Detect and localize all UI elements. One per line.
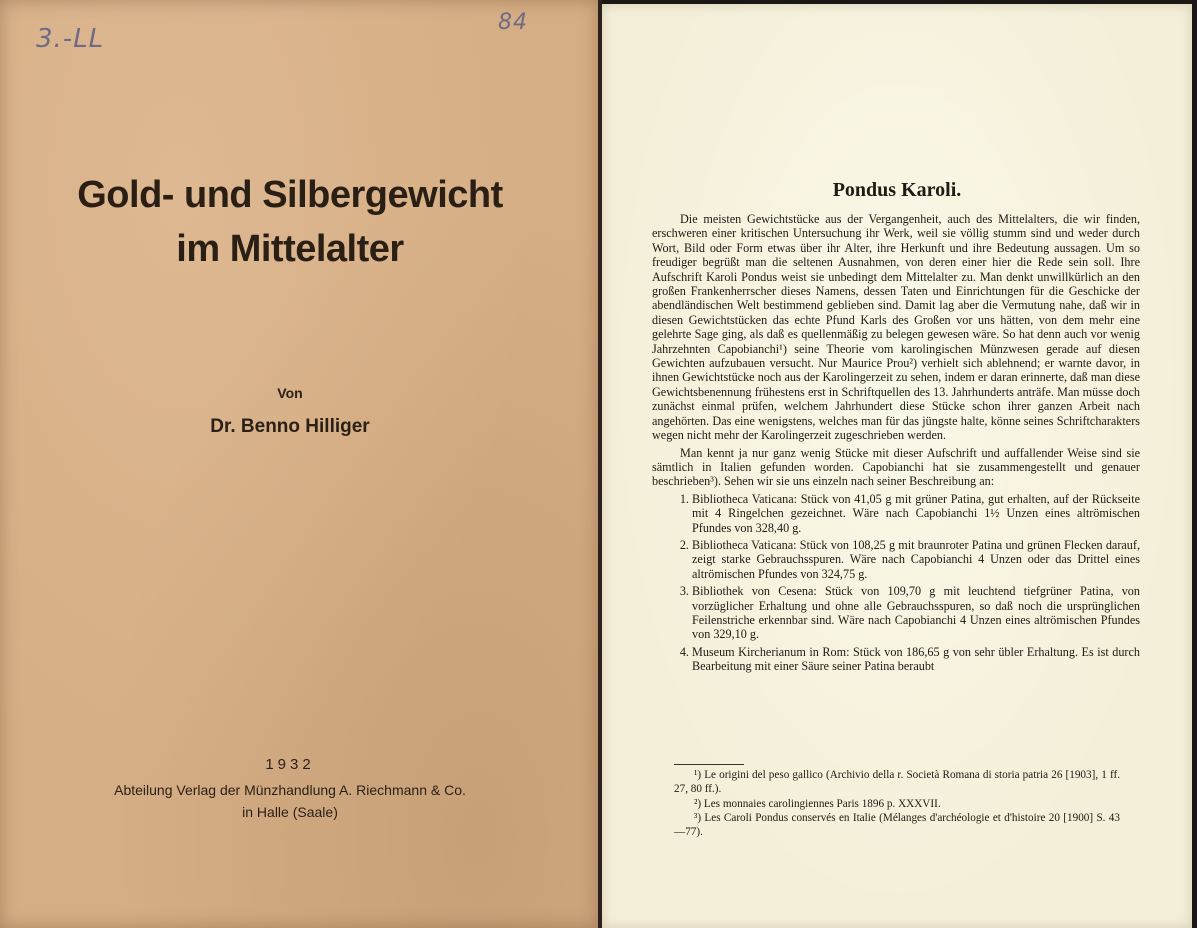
- publisher-line-1: Abteilung Verlag der Münzhandlung A. Riechmann & Co.: [114, 782, 466, 798]
- footnote-2: ²) Les monnaies carolingiennes Paris 1896 p. XXXVII.: [694, 797, 941, 810]
- cover-title-line-1: Gold- und Silbergewicht: [77, 174, 503, 216]
- list-item: 1. Bibliotheca Vaticana: Stück von 41,05 g mit grüner Patina, gut erhalten, auf der Rückseite mit 4 Ringelchen gezeichnet. Wäre nach Capobianchi 1½ Unzen eines altrömischen Pfundes von 328,40 g.: [692, 492, 1140, 535]
- handwritten-price-note: 3.-LL: [36, 24, 105, 54]
- paragraph-1: Die meisten Gewichtstücke aus der Vergangenheit, auch des Mittelalters, die wir finden, erschweren einer kritischen Untersuchung ihr Werk, weil sie völlig stumm sind und weder durch Wort, Bild oder Form etwas über ihr Alter, ihre Herkunft und ihre Bedeutung aussagen. Um so freudiger begrüßt man die seltenen Ausnahmen, von deren einer hier die Rede sein soll. Ihre Aufschrift Karoli Pondus weist sie unbedingt dem Mittelalter zu. Man denkt unwillkürlich an den großen Frankenherrscher dieses Namens, dessen Taten und Einrichtungen für die Geschicke der abendländischen Welt bestimmend geblieben sind. Damit lag aber die Vermutung nahe, daß wir in diesen Gewichtstücken das echte Pfund Karls des Großen vor uns hätten, von dem mehr eine gelehrte Sage ging, als daß es quellenmäßig zu belegen gewesen wäre. So hat denn auch vor wenig Jahrzehnten Capobianchi¹) seine Theorie vom karolingischen Münzwesen gerade auf diesen Gewichten aufzubauen versucht. Nur Maurice Prou²) verhielt sich ablehnend; er warnte davor, in ihnen Gewichtstücke noch aus der Karolingerzeit zu sehen, indem er daran erinnerte, daß man diese Gewichtsbenennung frühestens erst in Schriftquellen des 13. Jahrhunderts anträfe. Man müsse doch zunächst einmal prüfen, welchem Jahrhundert diese Stücke schon ihrer ganzen Arbeit nach angehörten. Das eine wenigstens, welches man für das jüngste halte, könne seines Schriftcharakters wegen nicht mehr der Karolingerzeit zugeschrieben werden.: [652, 212, 1140, 443]
- cover-by-label: Von: [277, 385, 303, 401]
- weights-list: [652, 492, 1140, 674]
- footnotes: [674, 769, 1120, 841]
- list-item: 3. Bibliothek von Cesena: Stück von 109,70 g mit leuchtend tiefgrüner Patina, von vorzüglicher Erhaltung und ohne alle Gebrauchsspuren, so daß noch die ursprünglichen Feilenstriche erkennbar sind. Wäre nach Capobianchi 4 Unzen eines altrömischen Pfundes von 329,10 g.: [692, 584, 1140, 642]
- cover-title: [0, 168, 580, 276]
- cover-author: Dr. Benno Hilliger: [210, 416, 370, 437]
- handwritten-number-note: 84: [498, 10, 528, 35]
- cover-publisher: [0, 779, 580, 823]
- book-cover: [0, 0, 598, 928]
- list-item: 2. Bibliotheca Vaticana: Stück von 108,25 g mit braunroter Patina und grünen Flecken darauf, zeigt starke Gebrauchsspuren. Wäre nach Capobianchi 4 Unzen oder das Drittel eines altrömischen Pfundes von 324,75 g.: [692, 538, 1140, 581]
- footnote-3: ³) Les Caroli Pondus conservés en Italie (Mélanges d'archéologie et d'histoire 20 [1900] S. 43—77).: [674, 812, 1120, 839]
- page-title: Pondus Karoli.: [832, 179, 962, 201]
- cover-year: 1932: [265, 756, 315, 773]
- list-item: 4. Museum Kircherianum in Rom: Stück von 186,65 g von sehr übler Erhaltung. Es ist durch Bearbeitung mit einer Säure seiner Patina beraubt: [692, 645, 1140, 674]
- footnote-divider: [674, 764, 744, 765]
- paragraph-2: Man kennt ja nur ganz wenig Stücke mit dieser Aufschrift und auffallender Weise sind sie sämtlich in Italien gefunden worden. Capobianchi hat sie zusammengestellt und genauer beschrieben³). Sehen wir sie uns einzeln nach seiner Beschreibung an:: [652, 445, 1140, 489]
- text-page: [602, 4, 1192, 928]
- publisher-line-2: in Halle (Saale): [242, 804, 338, 820]
- cover-title-line-2: im Mittelalter: [176, 228, 404, 270]
- footnote-1: ¹) Le origini del peso gallico (Archivio della r. Società Romana di storia patria 26 [1903], 1 ff. 27, 80 ff.).: [674, 769, 1120, 795]
- body-text: [652, 212, 1140, 677]
